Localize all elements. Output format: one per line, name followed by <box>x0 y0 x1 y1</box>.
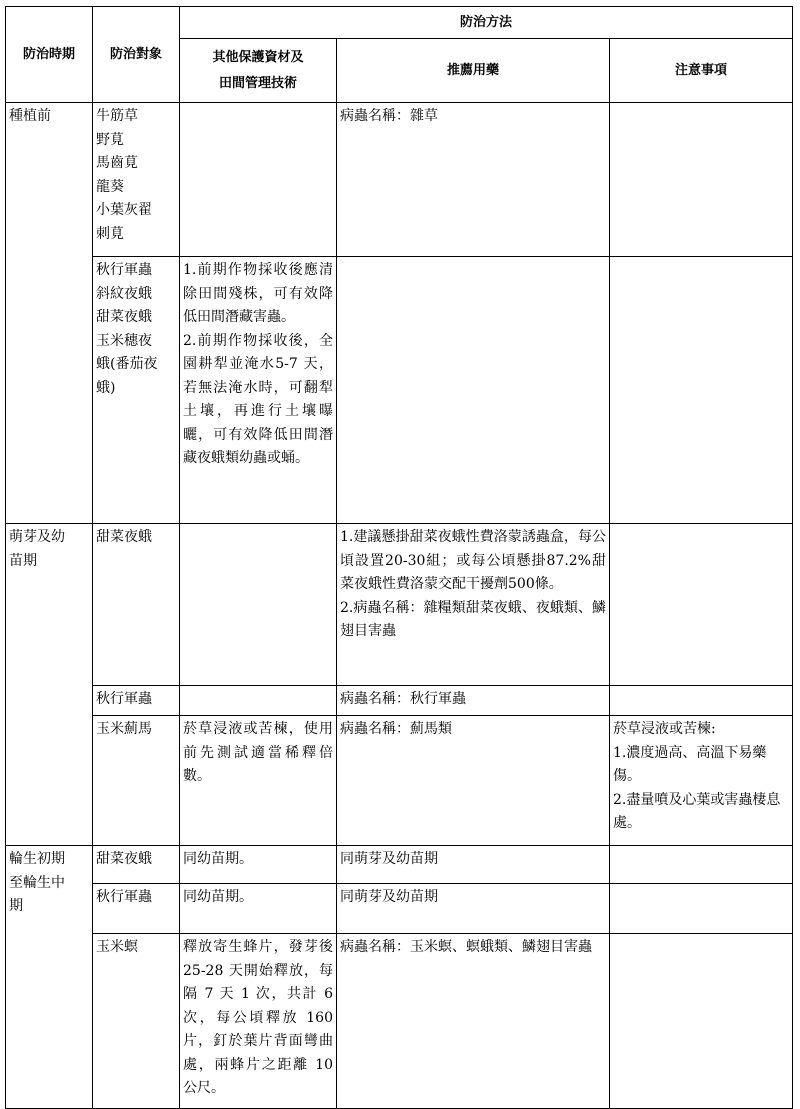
other-materials-cell: 同幼苗期。 <box>180 884 337 934</box>
recommended-cell <box>337 257 610 524</box>
header-row-1 <box>6 7 793 39</box>
period-cell: 萌芽及幼 苗期 <box>6 524 93 846</box>
notes-cell <box>610 846 793 884</box>
other-materials-cell <box>180 524 337 686</box>
notes-cell <box>610 103 793 257</box>
header-notes: 注意事項 <box>610 39 793 103</box>
recommended-cell: 1.建議懸掛甜菜夜蛾性費洛蒙誘蟲盒，每公頃設置20-30組；或每公頃懸掛87.2%甜菜夜蛾性費洛蒙交配干擾劑500條。 2.病蟲名稱：雜糧類甜菜夜蛾、夜蛾類、鱗翅目害蟲 <box>337 524 610 686</box>
table-row <box>6 846 793 884</box>
table-row <box>6 103 793 257</box>
header-control-methods: 防治方法 <box>180 7 793 39</box>
notes-cell <box>610 524 793 686</box>
other-materials-cell: 同幼苗期。 <box>180 846 337 884</box>
target-cell: 牛筋草 野莧 馬齒莧 龍葵 小葉灰翟 刺莧 <box>93 103 180 257</box>
header-period: 防治時期 <box>6 7 93 103</box>
recommended-cell: 病蟲名稱：雜草 <box>337 103 610 257</box>
table-row <box>6 884 793 934</box>
other-materials-cell <box>180 686 337 716</box>
target-cell: 秋行軍蟲 <box>93 884 180 934</box>
notes-cell <box>610 884 793 934</box>
header-recommended-pesticides: 推薦用藥 <box>337 39 610 103</box>
header-target: 防治對象 <box>93 7 180 103</box>
pest-control-table <box>5 6 793 1109</box>
header-other-materials: 其他保護資材及 田間管理技術 <box>180 39 337 103</box>
other-materials-cell: 釋放寄生蜂片，發芽後 25-28 天開始釋放，每隔 7 天 1 次，共計 6 次，每公頃釋放 160 片，釘於葉片背面彎曲處，兩蜂片之距離 10 公尺。 <box>180 934 337 1109</box>
target-cell: 玉米螟 <box>93 934 180 1109</box>
target-cell: 甜菜夜蛾 <box>93 846 180 884</box>
recommended-cell: 病蟲名稱：玉米螟、螟蛾類、鱗翅目害蟲 <box>337 934 610 1109</box>
recommended-cell: 病蟲名稱：薊馬類 <box>337 716 610 846</box>
notes-cell <box>610 934 793 1109</box>
notes-cell: 菸草浸液或苦楝: 1.濃度過高、高溫下易藥傷。 2.盡量噴及心葉或害蟲棲息處。 <box>610 716 793 846</box>
other-materials-cell: 1.前期作物採收後應清除田間殘株，可有效降低田間潛藏害蟲。 2.前期作物採收後，全園耕犁並淹水5-7 天，若無法淹水時，可翻犁土壤，再進行土壤曝曬，可有效降低田間潛藏夜蛾類幼蟲或蛹。 <box>180 257 337 524</box>
target-cell: 秋行軍蟲 <box>93 686 180 716</box>
other-materials-cell <box>180 103 337 257</box>
period-cell: 種植前 <box>6 103 93 524</box>
table-row <box>6 934 793 1109</box>
other-materials-cell: 菸草浸液或苦楝，使用前先測試適當稀釋倍數。 <box>180 716 337 846</box>
notes-cell <box>610 686 793 716</box>
notes-cell <box>610 257 793 524</box>
recommended-cell: 病蟲名稱：秋行軍蟲 <box>337 686 610 716</box>
recommended-cell: 同萌芽及幼苗期 <box>337 846 610 884</box>
recommended-cell: 同萌芽及幼苗期 <box>337 884 610 934</box>
period-cell: 輪生初期 至輪生中 期 <box>6 846 93 1109</box>
table-row <box>6 716 793 846</box>
table-row <box>6 524 793 686</box>
target-cell: 秋行軍蟲 斜紋夜蛾 甜菜夜蛾 玉米穗夜 蛾(番茄夜 蛾) <box>93 257 180 524</box>
table-row <box>6 686 793 716</box>
target-cell: 玉米薊馬 <box>93 716 180 846</box>
target-cell: 甜菜夜蛾 <box>93 524 180 686</box>
table-row <box>6 257 793 524</box>
